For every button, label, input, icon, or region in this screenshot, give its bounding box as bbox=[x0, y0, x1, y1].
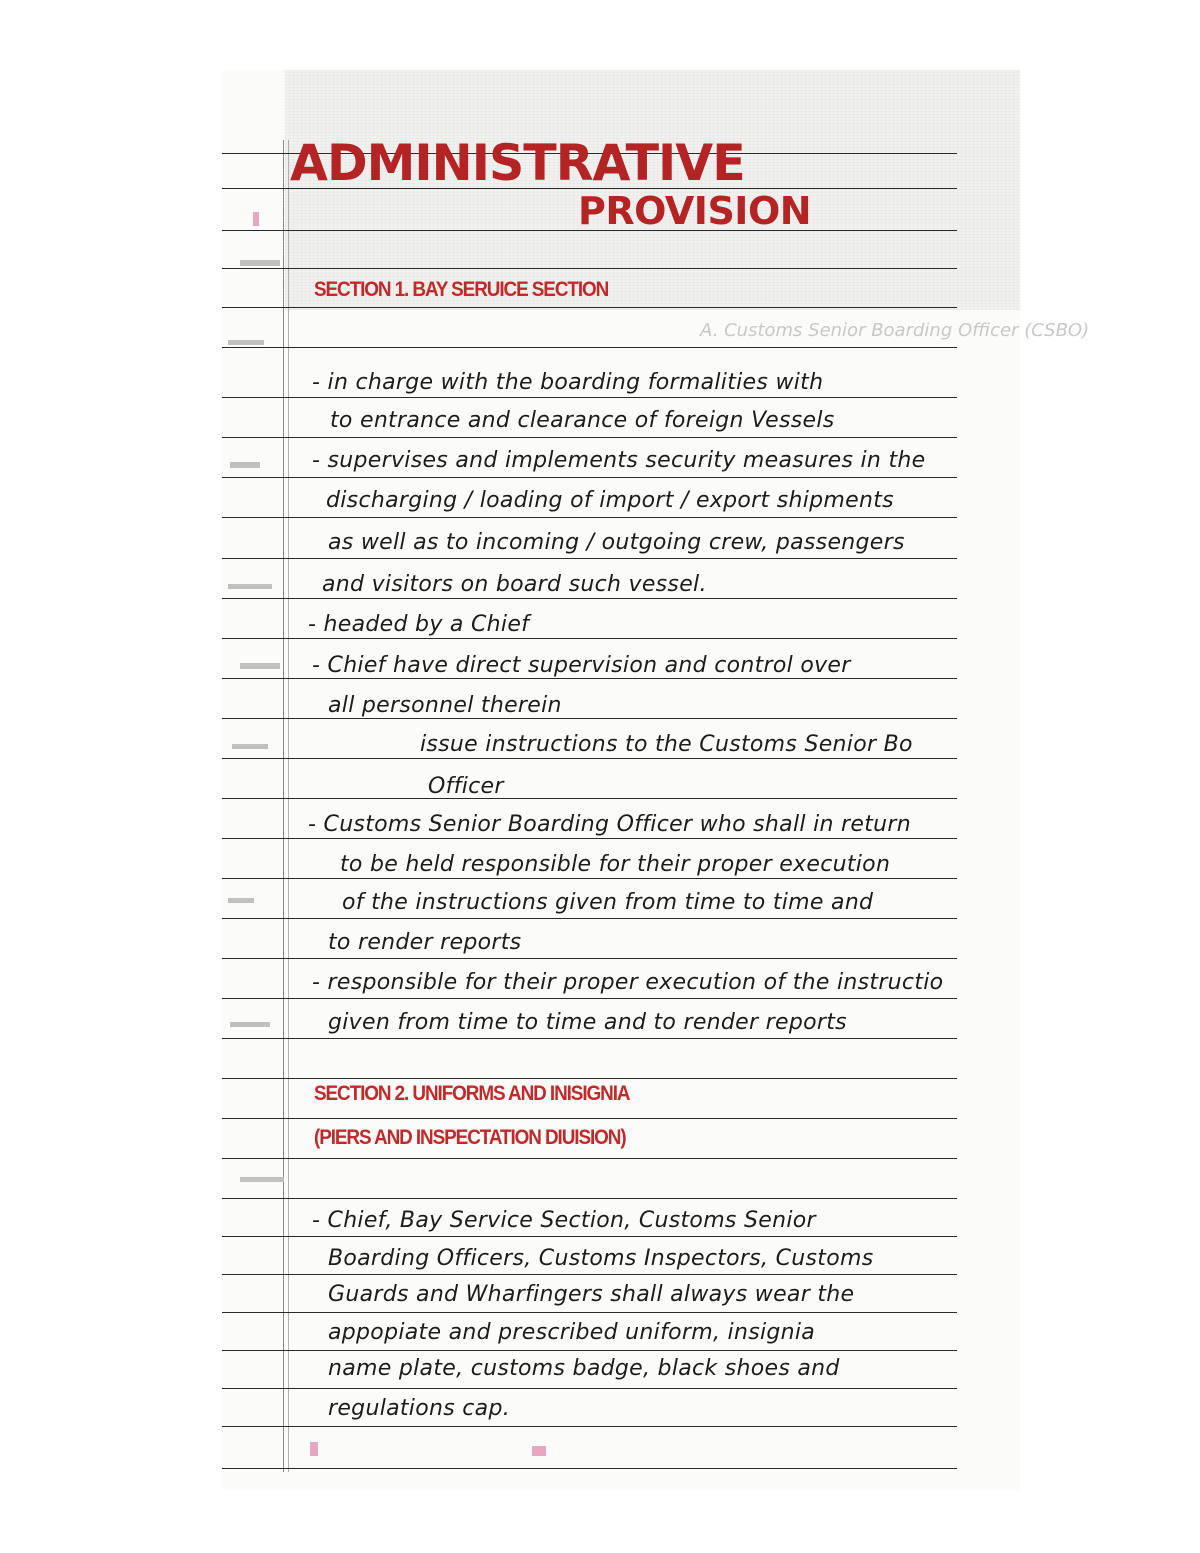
handwritten-line: - in charge with the boarding formalities with bbox=[312, 370, 824, 395]
handwritten-line: regulations cap. bbox=[328, 1396, 511, 1421]
handwritten-line: as well as to incoming / outgoing crew, passengers bbox=[328, 530, 905, 555]
handwritten-line: to be held responsible for their proper execution bbox=[340, 852, 891, 877]
handwritten-line: - supervises and implements security measures in the bbox=[312, 448, 926, 473]
handwritten-line: Boarding Officers, Customs Inspectors, Customs bbox=[328, 1246, 874, 1271]
faded-left-margin-scribbles bbox=[228, 260, 284, 1182]
handwritten-line: appopiate and prescribed uniform, insignia bbox=[328, 1320, 816, 1345]
handwritten-line: to render reports bbox=[328, 930, 522, 955]
handwritten-line: name plate, customs badge, black shoes and bbox=[328, 1356, 840, 1381]
page-title-line-1: ADMINISTRATIVE bbox=[290, 134, 745, 192]
handwritten-line: Guards and Wharfingers shall always wear the bbox=[328, 1282, 855, 1307]
page-title-line-2: PROVISION bbox=[578, 189, 812, 233]
handwritten-line: and visitors on board such vessel. bbox=[322, 572, 707, 597]
handwritten-line: discharging / loading of import / export shipments bbox=[326, 488, 894, 513]
section-2-subheading: (PIERS AND INSPECTATION DIUISION) bbox=[314, 1126, 626, 1149]
handwritten-line: of the instructions given from time to time and bbox=[342, 890, 874, 915]
section-1-heading: SECTION 1. BAY SERUICE SECTION bbox=[314, 278, 609, 301]
handwritten-line: - headed by a Chief bbox=[308, 612, 530, 637]
pink-highlighter-marks bbox=[253, 212, 546, 1456]
section-2-heading: SECTION 2. UNIFORMS AND INISIGNIA bbox=[314, 1082, 630, 1105]
faded-bleed-text: A. Customs Senior Boarding Officer (CSBO) bbox=[700, 320, 1090, 341]
handwritten-line: - Chief have direct supervision and control over bbox=[312, 653, 851, 678]
handwritten-line: given from time to time and to render reports bbox=[328, 1010, 847, 1035]
handwritten-line: to entrance and clearance of foreign Vessels bbox=[330, 408, 835, 433]
handwritten-line: all personnel therein bbox=[328, 693, 562, 718]
handwritten-line: - Customs Senior Boarding Officer who shall in return bbox=[308, 812, 911, 837]
handwritten-line: - Chief, Bay Service Section, Customs Senior bbox=[312, 1208, 816, 1233]
handwritten-line: - responsible for their proper execution of the instructio bbox=[312, 970, 944, 995]
handwritten-line: issue instructions to the Customs Senior Bo bbox=[420, 732, 913, 757]
handwritten-line: Officer bbox=[428, 774, 504, 799]
